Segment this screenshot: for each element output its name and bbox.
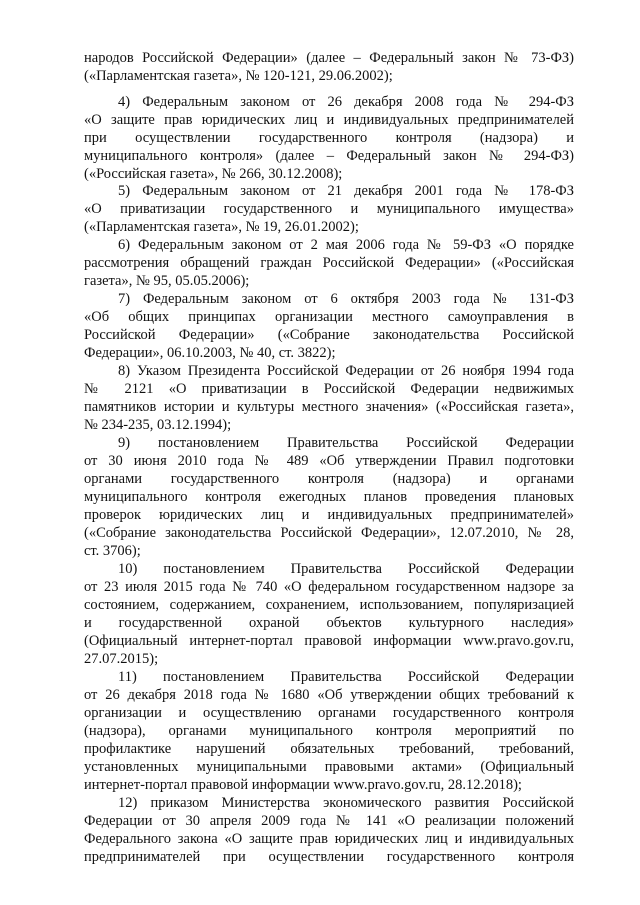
text-line: 7) Федеральным законом от 6 октября 2003 года № 131-ФЗ bbox=[118, 291, 574, 307]
text-line: 10) постановлением Правительства Российской Федерации bbox=[118, 561, 574, 577]
text-line: («Парламентская газета», № 19, 26.01.2002); bbox=[84, 219, 359, 235]
text-line: 9) постановлением Правительства Российской Федерации bbox=[118, 435, 574, 451]
text-line: организации и осуществлению органами государственного контроля bbox=[84, 705, 574, 721]
text-line: профилактике нарушений обязательных требований, требований, bbox=[84, 741, 574, 757]
text-line: 4) Федеральным законом от 26 декабря 2008 года № 294-ФЗ bbox=[118, 94, 574, 110]
text-line: 5) Федеральным законом от 21 декабря 2001 года № 178-ФЗ bbox=[118, 183, 574, 199]
text-line: предпринимателей при осуществлении государственного контроля bbox=[84, 849, 574, 865]
text-line: Федерации», 06.10.2003, № 40, ст. 3822); bbox=[84, 345, 336, 361]
text-line: ст. 3706); bbox=[84, 543, 141, 559]
text-line: Федерального закона «О защите прав юридических лиц и индивидуальных bbox=[84, 831, 574, 847]
text-line: установленных муниципальными правовыми актами» (Официальный bbox=[84, 759, 574, 775]
text-line: Российской Федерации» («Собрание законодательства Российской bbox=[84, 327, 574, 343]
text-line: 27.07.2015); bbox=[84, 651, 159, 667]
text-line: (надзора), органами муниципального контроля мероприятий по bbox=[84, 723, 574, 739]
text-line: «О приватизации государственного и муниципального имущества» bbox=[84, 201, 574, 217]
text-line: 11) постановлением Правительства Российской Федерации bbox=[118, 669, 574, 685]
text-line: от 30 июня 2010 года № 489 «Об утверждении Правил подготовки bbox=[84, 453, 574, 469]
text-line: «Об общих принципах организации местного самоуправления в bbox=[84, 309, 574, 325]
text-line: № 2121 «О приватизации в Российской Федерации недвижимых bbox=[84, 381, 574, 397]
text-line: (Официальный интернет-портал правовой информации www.pravo.gov.ru, bbox=[84, 633, 574, 649]
text-line: от 23 июля 2015 года № 740 «О федеральном государственном надзоре за bbox=[84, 579, 574, 595]
text-line: муниципального контроля ежегодных планов проведения плановых bbox=[84, 489, 574, 505]
text-line: рассмотрения обращений граждан Российской Федерации» («Российская bbox=[84, 255, 574, 271]
text-line: («Российская газета», № 266, 30.12.2008); bbox=[84, 166, 343, 182]
text-line: и государственной охраной объектов культурного наследия» bbox=[84, 615, 574, 631]
text-line: интернет-портал правовой информации www.pravo.gov.ru, 28.12.2018); bbox=[84, 777, 522, 793]
text-line: состоянием, содержанием, сохранением, использованием, популяризацией bbox=[84, 597, 574, 613]
text-line: памятников истории и культуры местного значения» («Российская газета», bbox=[84, 399, 574, 415]
text-line: от 26 декабря 2018 года № 1680 «Об утверждении общих требований к bbox=[84, 687, 574, 703]
text-line: 12) приказом Министерства экономического развития Российской bbox=[118, 795, 574, 811]
text-line: 8) Указом Президента Российской Федерации от 26 ноября 1994 года bbox=[118, 363, 574, 379]
text-line: № 234-235, 03.12.1994); bbox=[84, 417, 232, 433]
text-line: 6) Федеральным законом от 2 мая 2006 года № 59-ФЗ «О порядке bbox=[118, 237, 574, 253]
text-line: («Собрание законодательства Российской Федерации», 12.07.2010, № 28, bbox=[84, 525, 574, 541]
text-line: Федерации от 30 апреля 2009 года № 141 «О реализации положений bbox=[84, 813, 574, 829]
text-line: проверок юридических лиц и индивидуальных предпринимателей» bbox=[84, 507, 574, 523]
text-line: муниципального контроля» (далее – Федеральный закон № 294-ФЗ) bbox=[84, 148, 574, 164]
text-line: («Парламентская газета», № 120-121, 29.06.2002); bbox=[84, 68, 393, 84]
text-line: народов Российской Федерации» (далее – Федеральный закон № 73-ФЗ) bbox=[84, 50, 574, 66]
text-line: «О защите прав юридических лиц и индивидуальных предпринимателей bbox=[84, 112, 574, 128]
text-line: при осуществлении государственного контроля (надзора) и bbox=[84, 130, 574, 146]
text-line: органами государственного контроля (надзора) и органами bbox=[84, 471, 574, 487]
text-line: газета», № 95, 05.05.2006); bbox=[84, 273, 250, 289]
